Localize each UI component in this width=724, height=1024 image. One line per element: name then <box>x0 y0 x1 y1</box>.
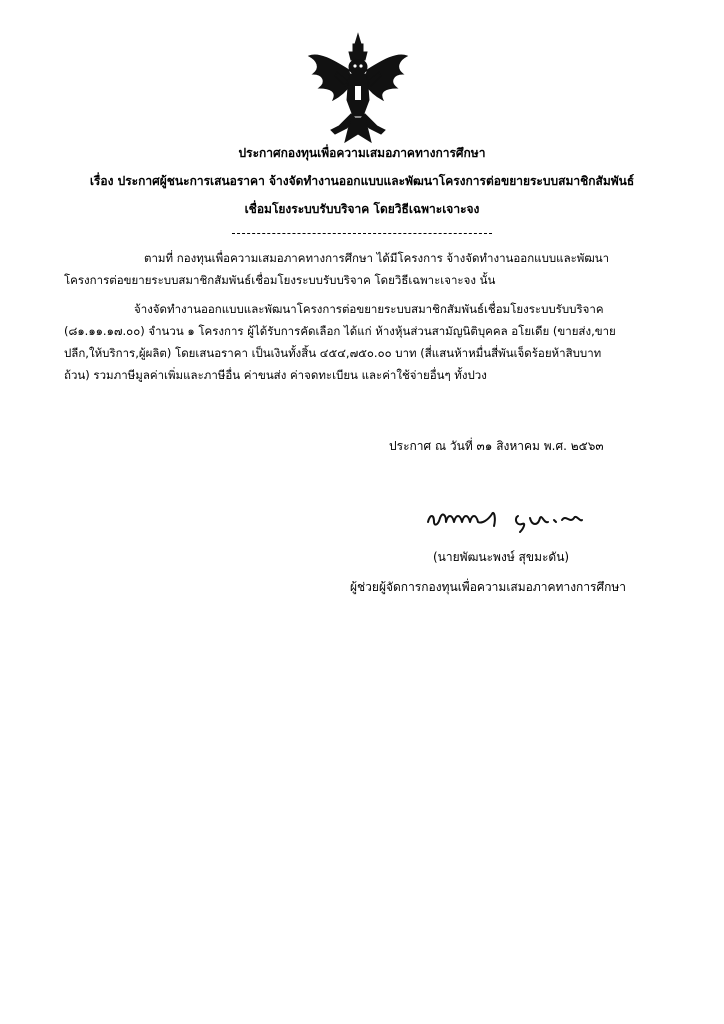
separator-rule <box>232 233 492 234</box>
paragraph-line: ปลีก,ให้บริการ,ผู้ผลิต) โดยเสนอราคา เป็นเงินทั้งสิ้น ๔๕๔,๗๕๐.๐๐ บาท (สี่แสนห้าหมื่นสี่พันเจ็ดร้อยห้าสิบบาท <box>64 346 602 360</box>
subject-line-continued: เชื่อมโยงระบบรับบริจาค โดยวิธีเฉพาะเจาะจง <box>244 202 480 216</box>
paragraph-line: โครงการต่อขยายระบบสมาชิกสัมพันธ์เชื่อมโยงระบบรับบริจาค โดยวิธีเฉพาะเจาะจง นั้น <box>64 273 496 287</box>
paragraph-line: จ้างจัดทำงานออกแบบและพัฒนาโครงการต่อขยายระบบสมาชิกสัมพันธ์เชื่อมโยงระบบรับบริจาค <box>134 302 604 316</box>
announcement-date: ประกาศ ณ วันที่ ๓๑ สิงหาคม พ.ศ. ๒๕๖๓ <box>389 439 604 453</box>
signatory-name: (นายพัฒนะพงษ์ สุขมะดัน) <box>433 550 570 564</box>
paragraph-line: ถ้วน) รวมภาษีมูลค่าเพิ่มและภาษีอื่น ค่าขนส่ง ค่าจดทะเบียน และค่าใช้จ่ายอื่นๆ ทั้งปวง <box>64 368 487 382</box>
garuda-emblem-icon <box>303 30 413 150</box>
signatory-title: ผู้ช่วยผู้จัดการกองทุนเพื่อความเสมอภาคทางการศึกษา <box>350 580 627 594</box>
handwritten-signature <box>420 498 590 536</box>
announcement-title: ประกาศกองทุนเพื่อความเสมอภาคทางการศึกษา <box>238 146 486 160</box>
paragraph-line: ตามที่ กองทุนเพื่อความเสมอภาคทางการศึกษา ได้มีโครงการ จ้างจัดทำงานออกแบบและพัฒนา <box>144 251 610 265</box>
body-paragraph-1 <box>64 247 664 291</box>
paragraph-line: (๘๑.๑๑.๑๗.๐๐) จำนวน ๑ โครงการ ผู้ได้รับการคัดเลือก ได้แก่ ห้างหุ้นส่วนสามัญนิติบุคคล อโยเดีย (ขายส่ง,ขาย <box>64 324 616 338</box>
body-paragraph-2 <box>64 298 664 386</box>
subject-line: เรื่อง ประกาศผู้ชนะการเสนอราคา จ้างจัดทำงานออกแบบและพัฒนาโครงการต่อขยายระบบสมาชิกสัมพันธ์ <box>89 174 635 188</box>
